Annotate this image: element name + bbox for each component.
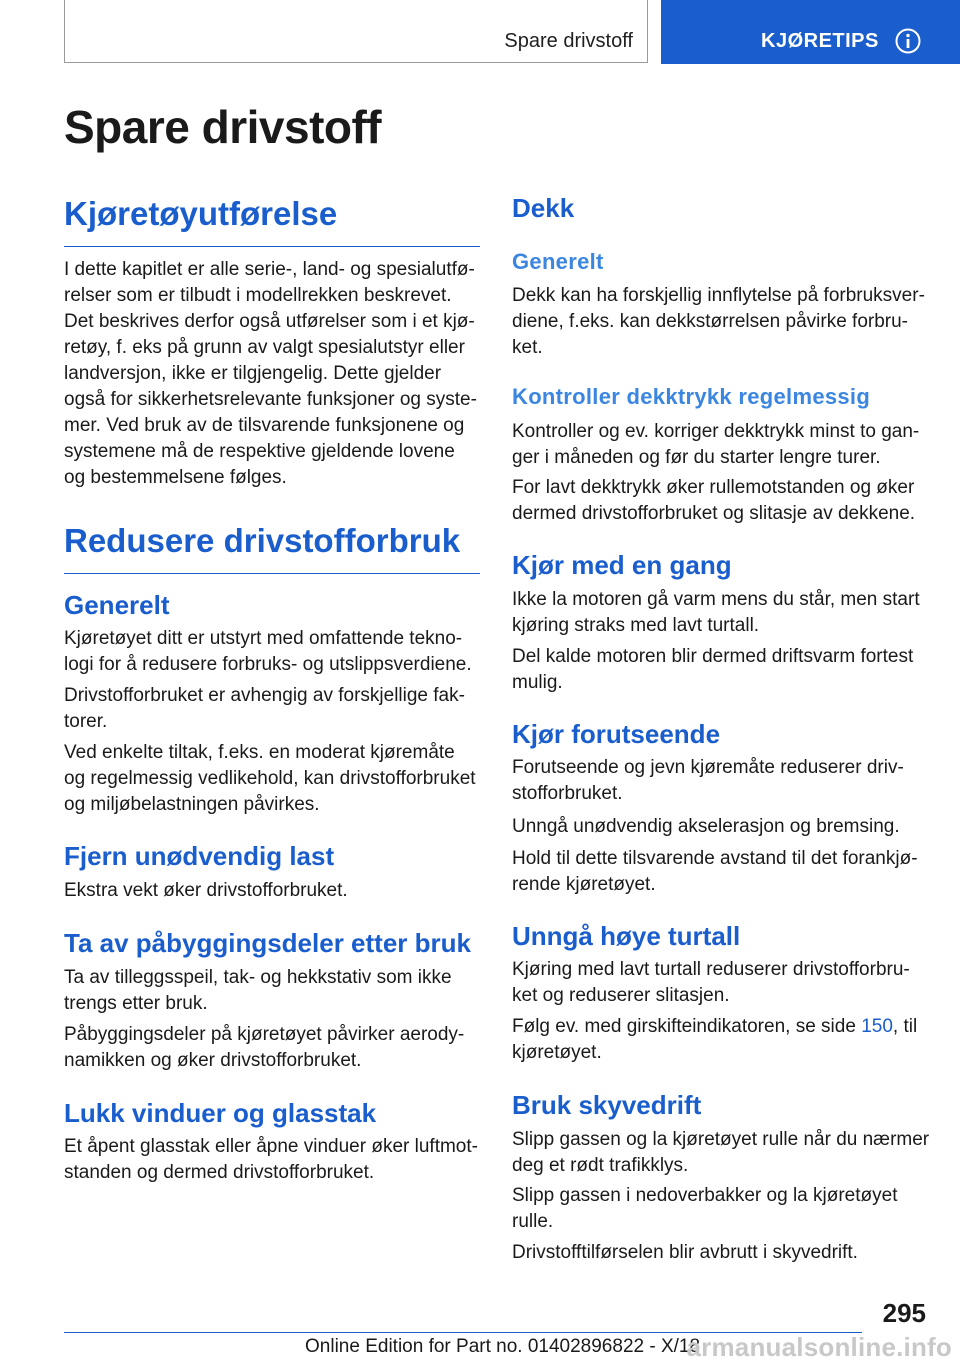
info-icon[interactable] bbox=[895, 28, 921, 54]
drive-paragraph-1: Ikke la motoren gå varm mens du står, men start kjøring straks med lavt turtall. bbox=[512, 589, 920, 636]
anticipate-paragraph-2: Unngå unødvendig akselerasjon og bremsing. bbox=[512, 816, 900, 837]
rpm-paragraph-2-text: Følg ev. med girskifteindikatoren, se side bbox=[512, 1016, 862, 1037]
page-title: Spare drivstoff bbox=[64, 101, 382, 153]
drive-paragraph-2: Del kalde motoren blir dermed driftsvarm fortest mulig. bbox=[512, 646, 914, 693]
general-paragraph-2: Drivstofforbruket er avhengig av forskjellige fak- torer. bbox=[64, 685, 465, 732]
general-paragraph-3: Ved enkelte tiltak, f.eks. en moderat kjøremåte og regelmessig vedlikehold, kan drivstofforbruket og miljøbelastningen påvirkes. bbox=[64, 742, 476, 815]
general-heading: Generelt bbox=[64, 590, 170, 620]
watermark: armanualsonline.info bbox=[686, 1332, 952, 1362]
addon-paragraph-1: Ta av tilleggsspeil, tak- og hekkstativ som ikke trengs etter bruk. bbox=[64, 967, 452, 1014]
anticipate-heading: Kjør forutseende bbox=[512, 719, 721, 749]
coast-heading: Bruk skyvedrift bbox=[512, 1090, 702, 1120]
page-link-150[interactable]: 150 bbox=[861, 1016, 893, 1037]
rpm-paragraph-1: Kjøring med lavt turtall reduserer drivstofforbru- ket og reduserer slitasjen. bbox=[512, 959, 910, 1006]
pressure-paragraph-1: Kontroller og ev. korriger dekktrykk minst to gan- ger i måneden og før du starter lengre turer. bbox=[512, 421, 920, 468]
footer-edition-text: Online Edition for Part no. 01402896822 - X/18 bbox=[305, 1336, 701, 1357]
vehicle-paragraph: I dette kapitlet er alle serie-, land- og spesialutfø- relser som er tilbudt i modellrekken beskrevet. Det beskrives derfor også utførelser som i et kjø- retøy, f. eks på grunn av valgt spesialutstyr eller landversjon, ikke er tilgjengelig. Dette gjelder også for sikkerhetsrelevante funksjoner og syste- mer. Ved bruk av de tilsvarende funksjonene og systemene må de respektive gjeldende lovene og bestemmelsene følges. bbox=[64, 259, 477, 488]
addon-heading: Ta av påbyggingsdeler etter bruk bbox=[64, 928, 471, 958]
vehicle-heading: Kjøretøyutførelse bbox=[64, 194, 480, 247]
load-heading: Fjern unødvendig last bbox=[64, 841, 335, 871]
rpm-paragraph-2 bbox=[512, 1014, 928, 1066]
pressure-heading: Kontroller dekktrykk regelmessig bbox=[512, 384, 871, 409]
load-paragraph-1: Ekstra vekt øker drivstofforbruket. bbox=[64, 880, 348, 901]
coast-paragraph-1: Slipp gassen og la kjøretøyet rulle når du nærmer deg et rødt trafikklys. bbox=[512, 1129, 930, 1176]
anticipate-paragraph-1: Forutseende og jevn kjøremåte reduserer driv- stofforbruket. bbox=[512, 757, 904, 804]
tyres-heading: Dekk bbox=[512, 193, 575, 223]
windows-heading: Lukk vinduer og glasstak bbox=[64, 1098, 377, 1128]
reduce-heading: Redusere drivstofforbruk bbox=[64, 521, 480, 574]
rpm-heading: Unngå høye turtall bbox=[512, 921, 741, 951]
coast-paragraph-3: Drivstofftilførselen blir avbrutt i skyvedrift. bbox=[512, 1242, 858, 1263]
general-paragraph-1: Kjøretøyet ditt er utstyrt med omfattende tekno- logi for å redusere forbruks- og utslippsverdiene. bbox=[64, 628, 472, 675]
header-chapter-tab[interactable] bbox=[661, 0, 960, 64]
rpm-paragraph-2-tail: , til kjøretøyet. bbox=[512, 1016, 918, 1063]
tyres-general-paragraph-1: Dekk kan ha forskjellig innflytelse på forbruksver- diene, f.eks. kan dekkstørrelsen påvirke forbru- ket. bbox=[512, 285, 925, 358]
header-section-label: Spare drivstoff bbox=[504, 30, 633, 52]
drive-heading: Kjør med en gang bbox=[512, 550, 732, 580]
anticipate-paragraph-3: Hold til dette tilsvarende avstand til det forankjø- rende kjøretøyet. bbox=[512, 848, 918, 895]
header-chapter-label: KJØRETIPS bbox=[761, 30, 879, 52]
addon-paragraph-2: Påbyggingsdeler på kjøretøyet påvirker aerody- namikken og øker drivstofforbruket. bbox=[64, 1024, 465, 1071]
page-number: 295 bbox=[882, 1298, 926, 1328]
header-section-box bbox=[64, 0, 648, 63]
windows-paragraph-1: Et åpent glasstak eller åpne vinduer øker luftmot- standen og dermed drivstofforbruket. bbox=[64, 1136, 478, 1183]
tyres-general-heading: Generelt bbox=[512, 249, 604, 274]
coast-paragraph-2: Slipp gassen i nedoverbakker og la kjøretøyet rulle. bbox=[512, 1185, 898, 1232]
pressure-paragraph-2: For lavt dekktrykk øker rullemotstanden og øker dermed drivstofforbruket og slitasje av dekkene. bbox=[512, 477, 916, 524]
